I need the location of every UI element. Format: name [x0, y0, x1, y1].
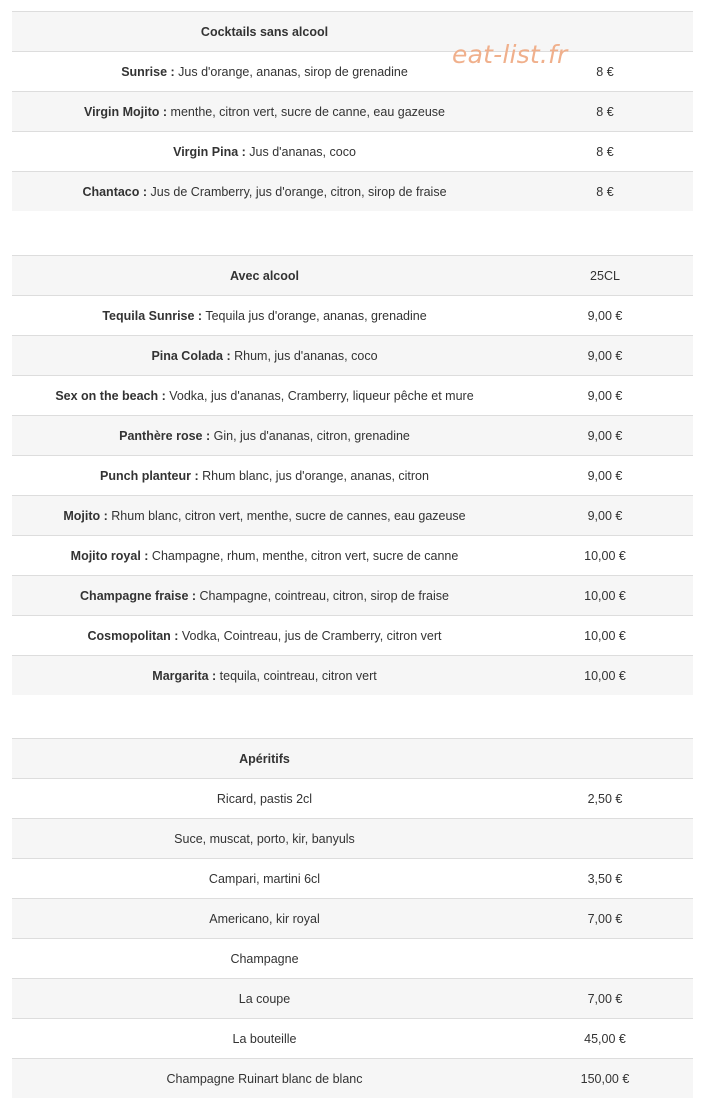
menu-item-description-cell — [12, 859, 517, 899]
menu-item-price: 8 € — [517, 132, 693, 172]
menu-item-description-cell — [12, 576, 517, 616]
menu-item-name: Margarita : — [152, 668, 217, 683]
menu-item-description-cell — [12, 1019, 517, 1059]
menu-item-row — [12, 616, 693, 656]
menu-item-description-cell — [12, 336, 517, 376]
menu-item-description-cell — [12, 296, 517, 336]
menu-item-row — [12, 296, 693, 336]
menu-item-price — [517, 939, 693, 979]
menu-item-price: 9,00 € — [517, 296, 693, 336]
section-title: Apéritifs — [12, 739, 517, 779]
menu-item-name: Panthère rose : — [119, 428, 211, 443]
menu-item-row — [12, 979, 693, 1019]
menu-item-description-cell — [12, 819, 517, 859]
menu-item-description-cell — [12, 1059, 517, 1099]
menu-item-row — [12, 899, 693, 939]
menu-item-price: 7,00 € — [517, 899, 693, 939]
menu-item-ingredients: Suce, muscat, porto, kir, banyuls — [174, 831, 355, 846]
menu-item-ingredients: Americano, kir royal — [209, 911, 320, 926]
menu-item-row — [12, 52, 693, 92]
menu-table-avec-alcool — [12, 255, 693, 695]
menu-item-row — [12, 1019, 693, 1059]
menu-table-aperitifs — [12, 738, 693, 1098]
section-price-header: 25CL — [517, 256, 693, 296]
menu-item-price: 9,00 € — [517, 456, 693, 496]
menu-item-name: Cosmopolitan : — [87, 628, 179, 643]
menu-item-row — [12, 1059, 693, 1099]
menu-item-ingredients: Ricard, pastis 2cl — [216, 791, 313, 806]
section-title: Cocktails sans alcool — [12, 12, 517, 52]
menu-item-row — [12, 656, 693, 696]
menu-item-price: 150,00 € — [517, 1059, 693, 1099]
menu-item-ingredients: Tequila jus d'orange, ananas, grenadine — [202, 308, 427, 323]
menu-item-price: 2,50 € — [517, 779, 693, 819]
menu-item-price: 9,00 € — [517, 416, 693, 456]
menu-item-price: 10,00 € — [517, 536, 693, 576]
menu-item-description-cell — [12, 496, 517, 536]
menu-item-row — [12, 779, 693, 819]
menu-item-ingredients: La bouteille — [232, 1031, 297, 1046]
menu-item-price: 7,00 € — [517, 979, 693, 1019]
section-title: Avec alcool — [12, 256, 517, 296]
menu-item-row — [12, 172, 693, 212]
menu-item-ingredients: menthe, citron vert, sucre de canne, eau gazeuse — [167, 104, 446, 119]
menu-item-description-cell — [12, 536, 517, 576]
menu-item-row — [12, 496, 693, 536]
menu-item-name: Pina Colada : — [151, 348, 231, 363]
menu-table-cocktails-sans-alcool — [12, 11, 693, 211]
menu-item-row — [12, 132, 693, 172]
menu-item-ingredients: Champagne, rhum, menthe, citron vert, sucre de canne — [148, 548, 459, 563]
menu-item-name: Virgin Mojito : — [83, 104, 168, 119]
menu-item-row — [12, 939, 693, 979]
menu-item-price: 8 € — [517, 172, 693, 212]
menu-item-name: Mojito : — [63, 508, 108, 523]
menu-item-row — [12, 92, 693, 132]
menu-item-price: 9,00 € — [517, 336, 693, 376]
menu-item-name: Mojito royal : — [70, 548, 149, 563]
menu-item-ingredients: tequila, cointreau, citron vert — [216, 668, 377, 683]
menu-item-ingredients: Rhum, jus d'ananas, coco — [230, 348, 378, 363]
menu-item-ingredients: Vodka, Cointreau, jus de Cramberry, citron vert — [178, 628, 442, 643]
menu-item-ingredients: Rhum blanc, citron vert, menthe, sucre de cannes, eau gazeuse — [107, 508, 466, 523]
menu-item-price: 8 € — [517, 92, 693, 132]
menu-item-price: 3,50 € — [517, 859, 693, 899]
menu-item-description-cell — [12, 656, 517, 696]
menu-item-ingredients: Campari, martini 6cl — [208, 871, 321, 886]
menu-item-description-cell — [12, 939, 517, 979]
menu-item-name: Sunrise : — [121, 64, 175, 79]
menu-item-description-cell — [12, 416, 517, 456]
menu-item-description-cell — [12, 52, 517, 92]
section-header-row — [12, 256, 693, 296]
menu-item-row — [12, 336, 693, 376]
menu-item-price: 9,00 € — [517, 376, 693, 416]
menu-item-description-cell — [12, 979, 517, 1019]
menu-item-row — [12, 576, 693, 616]
menu-item-description-cell — [12, 779, 517, 819]
menu-item-name: Virgin Pina : — [173, 144, 246, 159]
menu-item-description-cell — [12, 616, 517, 656]
menu-item-ingredients: Jus d'ananas, coco — [245, 144, 356, 159]
section-header-row — [12, 739, 693, 779]
menu-item-description-cell — [12, 92, 517, 132]
menu-item-description-cell — [12, 899, 517, 939]
menu-item-price: 10,00 € — [517, 656, 693, 696]
menu-item-description-cell — [12, 376, 517, 416]
menu-item-ingredients: Champagne — [230, 951, 299, 966]
menu-item-ingredients: Gin, jus d'ananas, citron, grenadine — [210, 428, 410, 443]
menu-item-row — [12, 376, 693, 416]
menu-item-price: 8 € — [517, 52, 693, 92]
menu-item-ingredients: Champagne, cointreau, citron, sirop de fraise — [196, 588, 449, 603]
menu-item-price — [517, 819, 693, 859]
watermark-logo: eat-list.fr — [452, 40, 568, 69]
menu-item-name: Tequila Sunrise : — [102, 308, 203, 323]
menu-item-row — [12, 819, 693, 859]
menu-item-row — [12, 536, 693, 576]
menu-item-ingredients: Rhum blanc, jus d'orange, ananas, citron — [198, 468, 429, 483]
menu-item-price: 9,00 € — [517, 496, 693, 536]
menu-item-row — [12, 456, 693, 496]
menu-item-price: 10,00 € — [517, 576, 693, 616]
menu-item-name: Sex on the beach : — [55, 388, 166, 403]
menu-item-description-cell — [12, 172, 517, 212]
menu-item-ingredients: Champagne Ruinart blanc de blanc — [166, 1071, 363, 1086]
menu-item-row — [12, 416, 693, 456]
menu-item-price: 45,00 € — [517, 1019, 693, 1059]
menu-item-ingredients: Jus d'orange, ananas, sirop de grenadine — [174, 64, 408, 79]
menu-item-ingredients: La coupe — [238, 991, 291, 1006]
section-price-header — [517, 12, 693, 52]
menu-item-description-cell — [12, 456, 517, 496]
menu-item-ingredients: Jus de Cramberry, jus d'orange, citron, sirop de fraise — [147, 184, 447, 199]
menu-item-price: 10,00 € — [517, 616, 693, 656]
section-header-row — [12, 12, 693, 52]
menu-item-name: Punch planteur : — [100, 468, 199, 483]
menu-item-name: Champagne fraise : — [80, 588, 197, 603]
menu-item-name: Chantaco : — [82, 184, 148, 199]
menu-item-ingredients: Vodka, jus d'ananas, Cramberry, liqueur pêche et mure — [165, 388, 474, 403]
menu-item-description-cell — [12, 132, 517, 172]
menu-item-row — [12, 859, 693, 899]
section-price-header — [517, 739, 693, 779]
